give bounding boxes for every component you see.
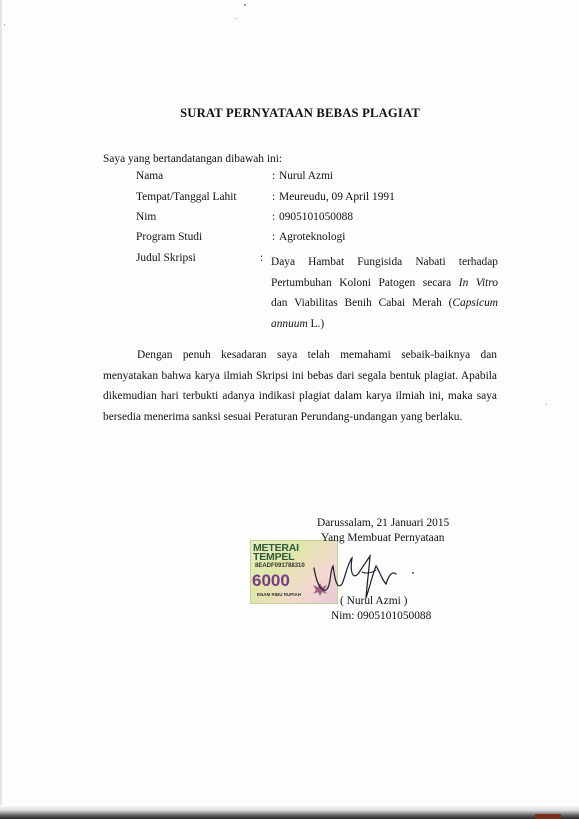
field-value: Nurul Azmi: [279, 170, 334, 182]
field-colon: :: [272, 191, 276, 203]
field-row-nama: [136, 170, 516, 187]
page-left-edge: [0, 0, 2, 819]
field-row-nim: [136, 211, 516, 228]
field-colon: :: [272, 211, 276, 223]
scan-bottom-edge: [0, 805, 579, 819]
field-label: Program Studi: [136, 231, 203, 243]
field-value: Agroteknologi: [279, 231, 346, 243]
thesis-title-line: dan Viabilitas Benih Cabai Merah (Capsicum: [271, 297, 498, 309]
field-colon: :: [272, 231, 276, 243]
field-row-ttl: [136, 191, 516, 208]
field-colon: :: [272, 170, 276, 182]
field-row-prodi: [136, 231, 516, 248]
paragraph-line: Dengan penuh kesadaran saya telah memahami sebaik-baiknya dan: [137, 349, 497, 361]
signature-place-date: Darussalam, 21 Januari 2015: [317, 517, 450, 529]
signatory-name: ( Nurul Azmi ): [340, 595, 408, 607]
signature-role: Yang Membuat Pernyataan: [321, 532, 445, 544]
field-label: Nama: [136, 170, 164, 182]
field-value: 0905101050088: [279, 211, 354, 223]
field-colon: :: [260, 252, 264, 264]
document-title: SURAT PERNYATAAN BEBAS PLAGIAT: [180, 106, 420, 120]
thesis-title-line: Pertumbuhan Koloni Patogen secara In Vitro: [271, 276, 498, 289]
field-label: Tempat/Tanggal Lahit: [136, 191, 237, 203]
statement-paragraph: [103, 345, 497, 427]
stamp-value: 6000: [252, 571, 290, 590]
scan-speck: [546, 404, 547, 405]
stamp-subtext: ENAM RIBU RUPIAH: [257, 592, 302, 597]
paragraph-line: menyatakan bahwa karya ilmiah Skripsi ini bebas dari segala bentuk plagiat. Apabila: [103, 369, 497, 382]
stamp-code: 8EADF091788310: [255, 563, 305, 569]
stamp-word: METERAI: [253, 542, 299, 554]
thesis-title-line: annuum L.): [271, 317, 325, 330]
paragraph-line: dikemudian hari terbukti adanya indikasi plagiat dalam karya ilmiah ini, maka saya: [103, 390, 497, 402]
scan-speck: [236, 18, 237, 19]
intro-text: Saya yang bertandatangan dibawah ini:: [103, 153, 283, 165]
stamp-word: TEMPEL: [253, 551, 295, 563]
scan-bottom-mark: [535, 814, 561, 819]
signatory-nim: Nim: 0905101050088: [331, 610, 432, 622]
field-value: Meureudu, 09 April 1991: [279, 191, 395, 203]
paragraph-line: bersedia menerima sanksi sesuai Peraturan Perundang-undangan yang berlaku.: [103, 410, 463, 423]
scan-speck: [244, 4, 246, 6]
field-label: Nim: [136, 211, 157, 223]
scan-speck: [4, 24, 5, 25]
thesis-title-value: [271, 252, 498, 334]
thesis-title-line: Daya Hambat Fungisida Nabati terhadap: [271, 256, 498, 268]
field-label: Judul Skripsi: [136, 252, 196, 264]
